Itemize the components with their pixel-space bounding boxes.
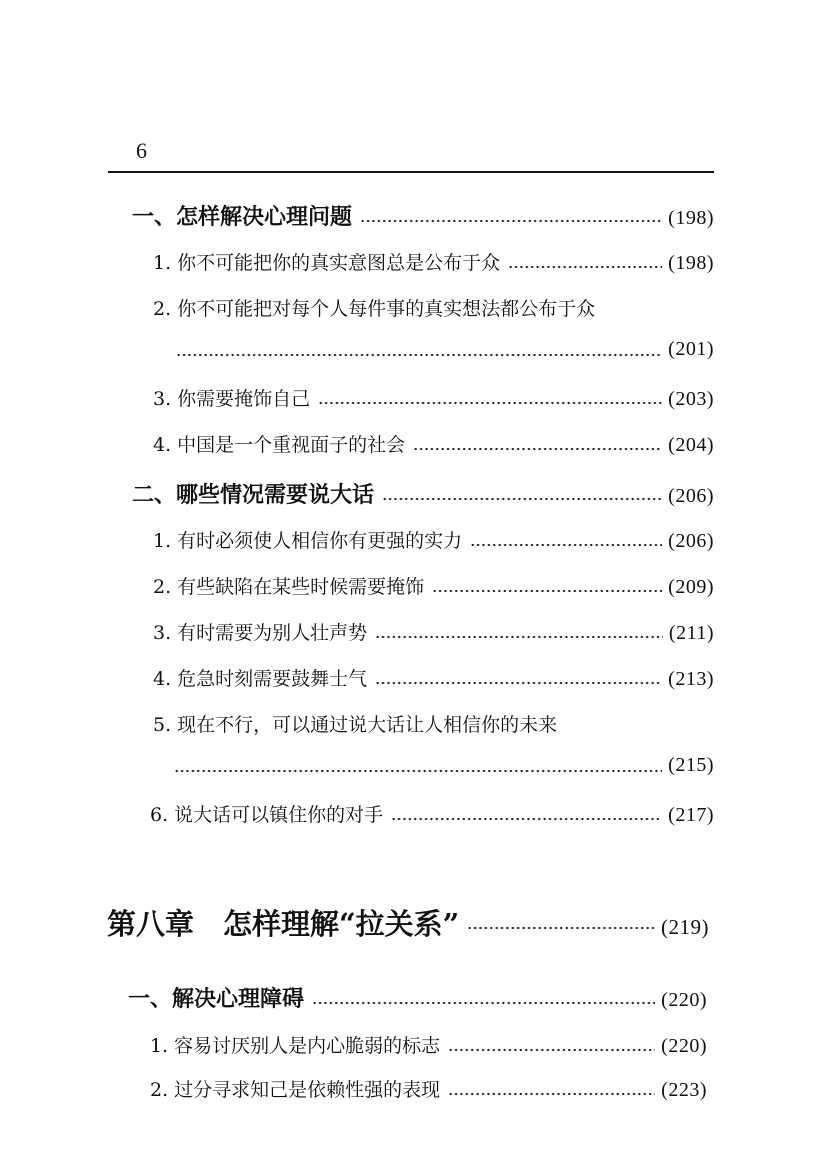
page-number: 6 — [136, 138, 147, 163]
toc-entry-title: 4. 中国是一个重视面子的社会 — [153, 434, 406, 456]
toc-entry-title: 6. 说大话可以镇住你的对手 — [150, 804, 384, 826]
toc-entry-2-2 — [153, 572, 714, 599]
toc-entry-2-6 — [150, 800, 714, 827]
dot-leader — [174, 769, 662, 773]
toc-entry-chapter-8 — [107, 902, 709, 943]
toc-entry-page: (223) — [661, 1079, 707, 1101]
dot-leader — [448, 1048, 655, 1052]
toc-entry-title: 4. 危急时刻需要鼓舞士气 — [153, 668, 368, 690]
dot-leader — [375, 681, 662, 685]
toc-entry-page: (198) — [668, 207, 714, 229]
toc-entry-page: (220) — [661, 989, 707, 1011]
toc-entry-title: 2. 过分寻求知己是依赖性强的表现 — [150, 1079, 441, 1101]
toc-entry-2-5-continuation — [174, 754, 714, 777]
toc-entry-title: 1. 有时必须使人相信你有更强的实力 — [153, 530, 463, 552]
toc-entry-2-4 — [153, 664, 714, 691]
toc-entry-title: 一、解决心理障碍 — [128, 987, 305, 1012]
dot-leader — [467, 926, 655, 930]
toc-entry-title: 2. 你不可能把对每个人每件事的真实想法都公布于众 — [153, 298, 596, 320]
toc-entry-page: (198) — [668, 252, 714, 274]
toc-entry-page: (219) — [661, 915, 709, 939]
toc-entry-2-3 — [153, 618, 714, 645]
toc-entry-ch8-1-1 — [150, 1031, 707, 1058]
toc-entry-title: 一、怎样解决心理问题 — [132, 205, 353, 230]
toc-entry-section-2 — [132, 478, 714, 509]
toc-entry-title: 1. 你不可能把你的真实意图总是公布于众 — [153, 252, 501, 274]
dot-leader — [318, 401, 662, 405]
toc-entry-title: 二、哪些情况需要说大话 — [132, 483, 375, 508]
toc-entry-title: 3. 有时需要为别人壮声势 — [153, 622, 368, 644]
toc-entry-1-2-continuation — [176, 338, 714, 361]
toc-entry-page: (213) — [668, 668, 714, 690]
toc-entry-1-3 — [153, 384, 714, 411]
toc-entry-page: (201) — [668, 338, 714, 360]
toc-entry-ch8-1-2 — [150, 1075, 707, 1102]
dot-leader — [382, 497, 662, 501]
toc-entry-page: (203) — [668, 388, 714, 410]
toc-entry-page: (209) — [668, 576, 714, 598]
toc-entry-title: 第八章 怎样理解“拉关系” — [107, 907, 460, 941]
dot-leader — [375, 635, 663, 639]
dot-leader — [432, 589, 662, 593]
dot-leader — [312, 1001, 655, 1005]
dot-leader — [470, 543, 662, 547]
toc-entry-page: (206) — [668, 485, 714, 507]
toc-entry-page: (204) — [668, 434, 714, 456]
toc-entry-1-2 — [153, 294, 714, 321]
dot-leader — [360, 219, 662, 223]
toc-entry-section-1 — [132, 200, 714, 231]
toc-entry-2-5 — [153, 710, 714, 737]
toc-entry-page: (211) — [668, 622, 714, 644]
toc-entry-title: 2. 有些缺陷在某些时候需要掩饰 — [153, 576, 425, 598]
dot-leader — [448, 1092, 655, 1096]
dot-leader — [176, 353, 662, 357]
toc-entry-page: (220) — [661, 1035, 707, 1057]
toc-entry-1-1 — [153, 248, 714, 275]
toc-entry-page: (206) — [668, 530, 714, 552]
toc-entry-title: 1. 容易讨厌别人是内心脆弱的标志 — [150, 1035, 441, 1057]
toc-entry-page: (215) — [668, 754, 714, 776]
dot-leader — [391, 817, 662, 821]
toc-entry-2-1 — [153, 526, 714, 553]
toc-entry-page: (217) — [668, 804, 714, 826]
toc-entry-1-4 — [153, 430, 714, 457]
toc-entry-ch8-section-1 — [128, 982, 707, 1013]
toc-entry-title: 5. 现在不行，可以通过说大话让人相信你的未来 — [153, 714, 558, 736]
dot-leader — [508, 265, 662, 269]
dot-leader — [413, 447, 662, 451]
toc-entry-title: 3. 你需要掩饰自己 — [153, 388, 311, 410]
